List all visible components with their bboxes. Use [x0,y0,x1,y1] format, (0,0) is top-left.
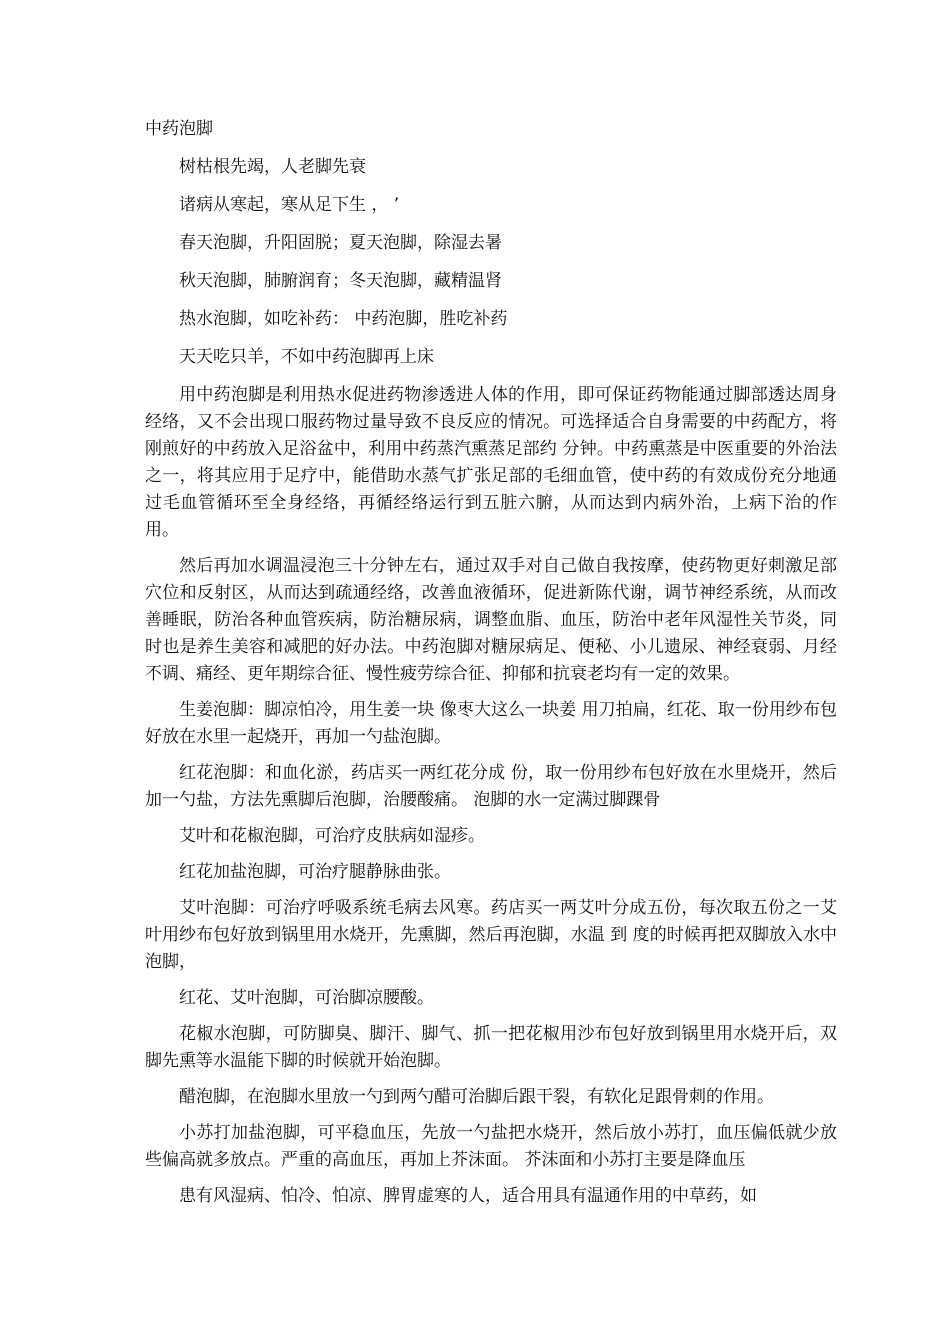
document-title: 中药泡脚 [145,119,213,139]
verse-line: 热水泡脚，如吃补药： 中药泡脚，胜吃补药 [179,309,508,329]
document-page [145,116,837,1219]
body-paragraph: 红花泡脚：和血化淤，药店买一两红花分成 份，取一份用纱布包好放在水里烧开，然后加一勺盐，方法先熏脚后泡脚，治腰酸痛。 泡脚的水一定满过脚踝骨 [145,763,837,810]
body-paragraph: 用中药泡脚是利用热水促进药物渗透进人体的作用，即可保证药物能通过脚部透达周身经络，又不会出现口服药物过量导致不良反应的情况。可选择适合自身需要的中药配方，将刚煎好的中药放入足浴盆中，利用中药蒸汽熏蒸足部约 分钟。中药熏蒸是中医重要的外治法之一，将其应用于足疗中，能借助水蒸气扩张足部的毛细血管，使中药的有效成份充分地通过毛血管循环至全身经络，再循经络运行到五脏六腑，从而达到内病外治，上病下治的作用。 [145,385,837,540]
verse-line: 春天泡脚，升阳固脱；夏天泡脚，除湿去暑 [179,233,502,253]
verse-line: 树枯根先竭，人老脚先衰 [179,157,366,177]
verse-line: 天天吃只羊，不如中药泡脚再上床 [179,347,434,367]
body-paragraph: 小苏打加盐泡脚，可平稳血压，先放一勺盐把水烧开，然后放小苏打，血压偏低就少放些偏高就多放点。严重的高血压，再加上芥沫面。 芥沫面和小苏打主要是降血压 [145,1123,837,1170]
body-paragraph: 醋泡脚，在泡脚水里放一勺到两勺醋可治脚后跟干裂，有软化足跟骨刺的作用。 [179,1087,774,1107]
body-paragraph: 花椒水泡脚，可防脚臭、脚汗、脚气、抓一把花椒用沙布包好放到锅里用水烧开后，双脚先熏等水温能下脚的时候就开始泡脚。 [145,1024,837,1071]
body-paragraph: 患有风湿病、怕冷、怕凉、脾胃虚寒的人，适合用具有温通作用的中草药，如 [179,1186,757,1206]
verse-line: 诸病从寒起，寒从足下生 ， ’ [179,195,400,215]
body-paragraph: 生姜泡脚：脚凉怕冷，用生姜一块 像枣大这么一块姜 用刀拍扁，红花、取一份用纱布包好放在水里一起烧开，再加一勺盐泡脚。 [145,700,837,747]
body-paragraph: 艾叶和花椒泡脚，可治疗皮肤病如湿疹。 [179,826,485,846]
body-paragraph: 艾叶泡脚：可治疗呼吸系统毛病去风寒。药店买一两艾叶分成五份，每次取五份之一艾叶用纱布包好放到锅里用水烧开，先熏脚，然后再泡脚，水温 到 度的时候再把双脚放入水中泡脚， [145,898,837,972]
body-paragraph: 红花加盐泡脚，可治疗腿静脉曲张。 [179,862,451,882]
body-paragraph: 然后再加水调温浸泡三十分钟左右，通过双手对自己做自我按摩，使药物更好刺激足部穴位和反射区，从而达到疏通经络，改善血液循环，促进新陈代谢，调节神经系统，从而改善睡眠，防治各种血管疾病，防治糖尿病，调整血脂、血压，防治中老年风湿性关节炎，同时也是养生美容和减肥的好办法。中药泡脚对糖尿病足、便秘、小儿遗尿、神经衰弱、月经不调、痛经、更年期综合征、慢性疲劳综合征、抑郁和抗衰老均有一定的效果。 [145,556,837,684]
body-paragraph: 红花、艾叶泡脚，可治脚凉腰酸。 [179,988,434,1008]
verse-line: 秋天泡脚，肺腑润育；冬天泡脚，藏精温肾 [179,271,502,291]
